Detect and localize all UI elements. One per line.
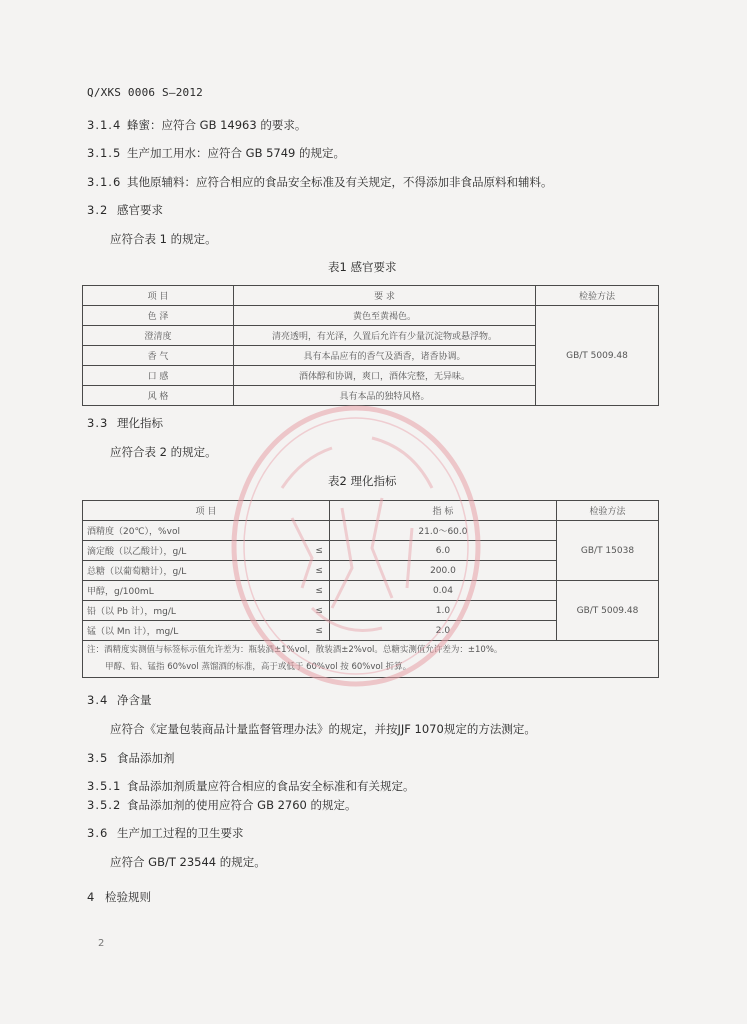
table-cell-symbol: ≤ <box>261 601 329 621</box>
table-cell-method: GB/T 5009.48 <box>536 306 659 406</box>
clause-3-1-6 <box>87 175 553 189</box>
table-cell: 清亮透明，有光泽，久置后允许有少量沉淀物或悬浮物。 <box>234 326 536 346</box>
table-header-cell: 检验方法 <box>536 286 659 306</box>
section-heading-3-5 <box>87 751 175 765</box>
clause-text: 蜂蜜：应符合 GB 14963 的要求。 <box>127 118 307 132</box>
clause-text: 食品添加剂的使用应符合 GB 2760 的规定。 <box>127 798 357 812</box>
table-cell-method: GB/T 5009.48 <box>556 581 658 641</box>
section-heading-3-6 <box>87 826 244 840</box>
section-body-3-3: 应符合表 2 的规定。 <box>110 445 217 459</box>
table-cell-value: 1.0 <box>329 601 556 621</box>
section-number: 3.3 <box>87 416 109 430</box>
clause-number: 3.5.2 <box>87 798 122 812</box>
table-cell-value: 6.0 <box>329 541 556 561</box>
section-heading-4 <box>87 890 151 904</box>
table-cell: 具有本品应有的香气及酒香，诸香协调。 <box>234 346 536 366</box>
section-title: 食品添加剂 <box>117 751 175 765</box>
table-note-line: 甲醇、铅、锰指 60%vol 蒸馏酒的标准，高于或低于 60%vol 按 60%vol 折算。 <box>105 662 412 672</box>
table-cell-value: 0.04 <box>329 581 556 601</box>
table-physicochemical-indicators <box>82 500 659 678</box>
section-body-3-2: 应符合表 1 的规定。 <box>110 232 217 246</box>
clause-number: 3.5.1 <box>87 779 122 793</box>
section-number: 3.2 <box>87 203 109 217</box>
section-number: 3.6 <box>87 826 109 840</box>
clause-text: 其他原辅料：应符合相应的食品安全标准及有关规定，不得添加非食品原料和辅料。 <box>127 175 553 189</box>
table-cell: 色 泽 <box>83 306 234 326</box>
table-cell: 具有本品的独特风格。 <box>234 386 536 406</box>
clause-3-1-5 <box>87 146 345 160</box>
section-heading-3-3 <box>87 416 163 430</box>
table-cell: 黄色至黄褐色。 <box>234 306 536 326</box>
table-cell-method: GB/T 15038 <box>556 521 658 581</box>
table-header-cell: 指 标 <box>329 501 556 521</box>
document-code: Q/XKS 0006 S—2012 <box>87 86 203 99</box>
section-number: 3.4 <box>87 693 109 707</box>
section-title: 感官要求 <box>117 203 163 217</box>
table-cell-item: 滴定酸（以乙酸计），g/L <box>83 541 262 561</box>
table2-caption: 表2 理化指标 <box>328 474 397 488</box>
table-header-row <box>83 501 659 521</box>
clause-3-5-1 <box>87 779 415 793</box>
table-header-cell: 要 求 <box>234 286 536 306</box>
table-cell-value: 2.0 <box>329 621 556 641</box>
section-title: 生产加工过程的卫生要求 <box>117 826 244 840</box>
clause-number: 3.1.5 <box>87 146 122 160</box>
table-row <box>83 306 659 326</box>
section-body-3-4: 应符合《定量包装商品计量监督管理办法》的规定，并按JJF 1070规定的方法测定。 <box>110 722 536 736</box>
table-cell-item: 铅（以 Pb 计），mg/L <box>83 601 262 621</box>
section-heading-3-2 <box>87 203 163 217</box>
section-title: 净含量 <box>117 693 152 707</box>
table-cell-symbol <box>261 521 329 541</box>
table-cell: 口 感 <box>83 366 234 386</box>
table-row <box>83 521 659 541</box>
section-title: 检验规则 <box>105 890 151 904</box>
table-cell: 澄清度 <box>83 326 234 346</box>
page-number: 2 <box>98 938 105 949</box>
table-cell-symbol: ≤ <box>261 621 329 641</box>
section-heading-3-4 <box>87 693 152 707</box>
table-cell-item: 甲醇，g/100mL <box>83 581 262 601</box>
table-note-row <box>83 641 659 678</box>
table-cell-symbol: ≤ <box>261 541 329 561</box>
table-sensory-requirements <box>82 285 659 406</box>
table-cell: 香 气 <box>83 346 234 366</box>
table-cell-item: 酒精度（20℃），%vol <box>83 521 262 541</box>
table-cell: 酒体醇和协调，爽口，酒体完整，无异味。 <box>234 366 536 386</box>
clause-3-1-4 <box>87 118 306 132</box>
section-number: 4 <box>87 890 95 904</box>
clause-text: 食品添加剂质量应符合相应的食品安全标准和有关规定。 <box>127 779 415 793</box>
section-number: 3.5 <box>87 751 109 765</box>
table-cell-item: 锰（以 Mn 计），mg/L <box>83 621 262 641</box>
table-cell-item: 总糖（以葡萄糖计），g/L <box>83 561 262 581</box>
table-note-line: 注：酒精度实测值与标签标示值允许差为：瓶装酒±1%vol，散装酒±2%vol。总糖实测值允许差为：±10%。 <box>87 645 503 655</box>
table-cell-value: 200.0 <box>329 561 556 581</box>
table-cell-value: 21.0～60.0 <box>329 521 556 541</box>
table-cell-symbol: ≤ <box>261 581 329 601</box>
clause-3-5-2 <box>87 798 357 812</box>
clause-text: 生产加工用水：应符合 GB 5749 的规定。 <box>127 146 346 160</box>
table-header-cell: 项 目 <box>83 501 330 521</box>
table-header-cell: 检验方法 <box>556 501 658 521</box>
table-note <box>83 641 659 678</box>
section-title: 理化指标 <box>117 416 163 430</box>
section-body-3-6: 应符合 GB/T 23544 的规定。 <box>110 855 266 869</box>
table-cell-symbol: ≤ <box>261 561 329 581</box>
table-cell: 风 格 <box>83 386 234 406</box>
clause-number: 3.1.4 <box>87 118 122 132</box>
table-row <box>83 581 659 601</box>
clause-number: 3.1.6 <box>87 175 122 189</box>
table1-caption: 表1 感官要求 <box>328 260 397 274</box>
table-header-row <box>83 286 659 306</box>
table-header-cell: 项 目 <box>83 286 234 306</box>
